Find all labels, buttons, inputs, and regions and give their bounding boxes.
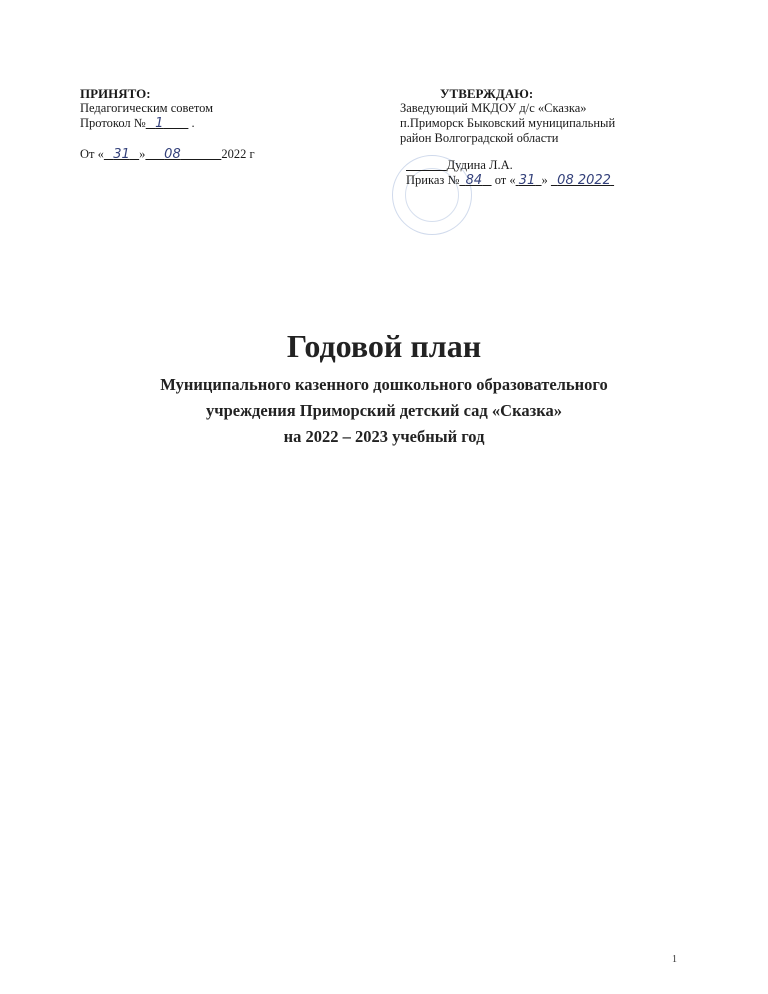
order-day-underline xyxy=(516,173,542,187)
confirm-block xyxy=(400,86,615,188)
order-prefix: Приказ № xyxy=(406,173,460,187)
order-close: » xyxy=(541,173,548,187)
page-number: 1 xyxy=(672,954,677,965)
document-subtitle xyxy=(0,372,768,450)
approved-date xyxy=(80,147,255,162)
date-month-underline xyxy=(145,147,221,161)
confirm-position: Заведующий МКДОУ д/с «Сказка» xyxy=(400,101,587,115)
order-day: 31 xyxy=(518,173,536,188)
order-number: 84 xyxy=(465,173,483,188)
protocol-number-underline xyxy=(146,116,189,130)
confirm-location: п.Приморск Быковский муниципальный xyxy=(400,116,616,130)
subtitle-line-3: на 2022 – 2023 учебный год xyxy=(283,427,485,446)
order-from: от « xyxy=(494,173,516,187)
protocol-suffix: . xyxy=(191,116,195,130)
document-title: Годовой план xyxy=(286,328,482,364)
signature-underline xyxy=(406,158,447,172)
date-mid: » xyxy=(139,147,146,161)
date-year: 2022 г xyxy=(221,147,255,161)
subtitle-line-2: учреждения Приморский детский сад «Сказка» xyxy=(206,401,562,420)
protocol-prefix: Протокол № xyxy=(80,116,146,130)
date-day-underline xyxy=(104,147,139,161)
approved-heading: ПРИНЯТО: xyxy=(80,86,151,101)
approved-block xyxy=(80,86,255,162)
confirm-signature-line xyxy=(406,158,615,173)
confirm-order xyxy=(406,173,615,188)
signer-name: Дудина Л.А. xyxy=(446,158,513,172)
subtitle-line-1: Муниципального казенного дошкольного образовательного xyxy=(160,375,608,394)
protocol-number: 1 xyxy=(155,116,164,131)
approved-protocol xyxy=(80,116,255,131)
date-month: 08 xyxy=(164,147,181,162)
date-day: 31 xyxy=(113,147,130,162)
approved-council: Педагогическим советом xyxy=(80,101,214,115)
confirm-heading: УТВЕРЖДАЮ: xyxy=(440,86,534,101)
order-date-underline xyxy=(551,173,614,187)
confirm-region: район Волгоградской области xyxy=(400,131,559,145)
order-date-rest: 08 2022 xyxy=(557,173,611,188)
date-prefix: От « xyxy=(80,147,104,161)
order-number-underline xyxy=(459,173,491,187)
